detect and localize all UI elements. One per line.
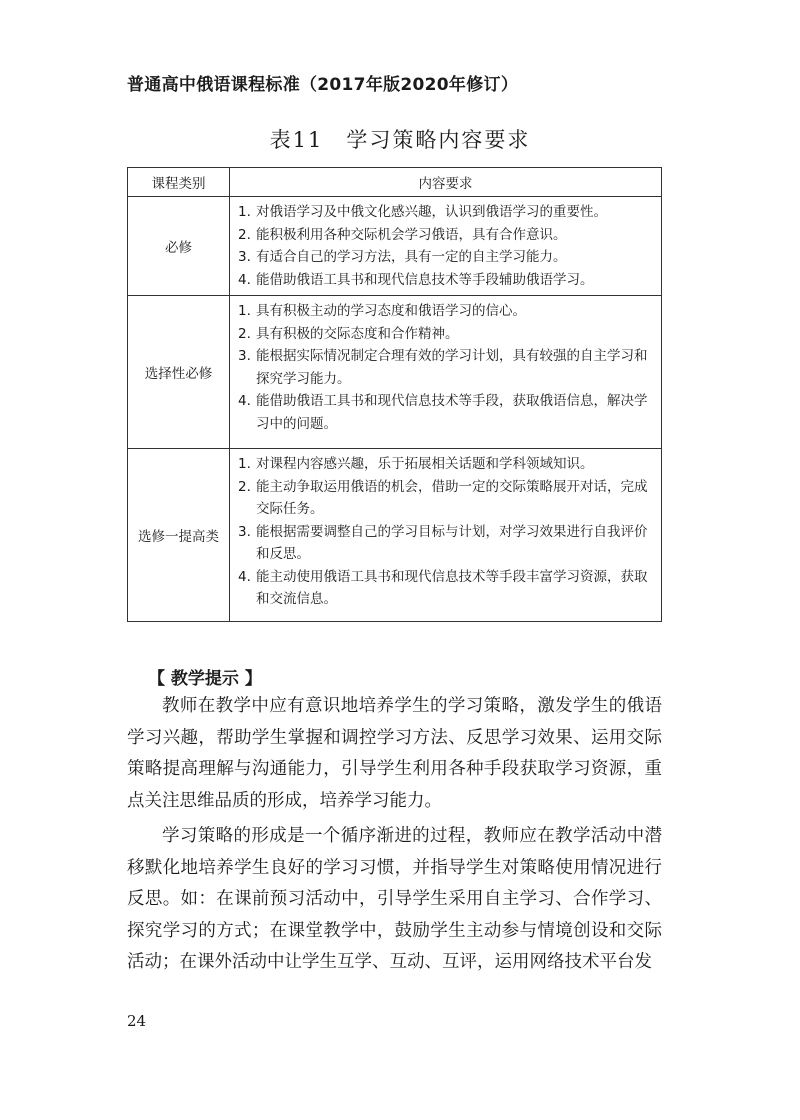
requirement-list	[238, 201, 655, 291]
table-row	[128, 449, 662, 622]
list-item	[238, 476, 655, 521]
table-row	[128, 296, 662, 449]
list-item	[238, 201, 655, 224]
requirement-list	[238, 300, 655, 435]
strategy-requirements-table	[127, 167, 662, 622]
content-cell	[230, 449, 662, 622]
body-paragraph: 教师在教学中应有意识地培养学生的学习策略，激发学生的俄语学习兴趣，帮助学生掌握和调控学习方法、反思学习效果、运用交际策略提高理解与沟通能力，引导学生利用各种手段获取学习资源，重点关注思维品质的形成，培养学习能力。	[127, 696, 662, 811]
item-number: 4.	[238, 568, 251, 585]
item-text: 对课程内容感兴趣，乐于拓展相关话题和学科领域知识。	[256, 456, 594, 472]
column-header-category: 课程类别	[128, 168, 230, 197]
item-number: 2.	[238, 325, 251, 342]
item-number: 3.	[238, 523, 251, 540]
table-title: 表11 学习策略内容要求	[269, 128, 531, 152]
item-text: 能积极利用各种交际机会学习俄语，具有合作意识。	[256, 226, 567, 243]
table-row	[128, 197, 662, 296]
item-number: 4.	[238, 393, 251, 409]
list-item	[238, 246, 655, 269]
item-number: 1.	[238, 204, 251, 220]
category-cell: 必修	[128, 197, 230, 296]
list-item	[238, 566, 655, 611]
content-cell	[230, 197, 662, 296]
list-item	[238, 390, 655, 435]
page-number: 24	[127, 1012, 147, 1030]
item-text: 能主动争取运用俄语的机会，借助一定的交际策略展开对话，完成交际任务。	[256, 478, 648, 517]
list-item	[238, 521, 655, 566]
list-item	[238, 224, 655, 247]
item-text: 能主动使用俄语工具书和现代信息技术等手段丰富学习资源，获取和交流信息。	[256, 568, 648, 607]
item-text: 对俄语学习及中俄文化感兴趣，认识到俄语学习的重要性。	[256, 204, 607, 220]
item-text: 能借助俄语工具书和现代信息技术等手段，获取俄语信息，解决学习中的问题。	[256, 393, 648, 432]
item-number: 3.	[238, 348, 251, 364]
item-number: 2.	[238, 226, 251, 243]
teaching-tips-heading: 【 教学提示 】	[148, 669, 262, 689]
item-text: 能根据需要调整自己的学习目标与计划，对学习效果进行自我评价和反思。	[256, 523, 648, 562]
item-number: 2.	[238, 478, 251, 495]
item-number: 1.	[238, 456, 251, 472]
item-text: 有适合自己的学习方法，具有一定的自主学习能力。	[256, 249, 567, 265]
category-cell: 选择性必修	[128, 296, 230, 449]
list-item	[238, 323, 655, 346]
body-paragraph: 学习策略的形成是一个循序渐进的过程，教师应在教学活动中潜移默化地培养学生良好的学习习惯，并指导学生对策略使用情况进行反思。如：在课前预习活动中，引导学生采用自主学习、合作学习、探究学习的方式；在课堂教学中，鼓励学生主动参与情境创设和交际活动；在课外活动中让学生互学、互动、互评，运用网络技术平台发	[127, 826, 662, 972]
category-cell: 选修一提高类	[128, 449, 230, 622]
item-text: 能根据实际情况制定合理有效的学习计划，具有较强的自主学习和探究学习能力。	[256, 348, 648, 387]
list-item	[238, 345, 655, 390]
table-header-row	[128, 168, 662, 197]
list-item	[238, 269, 655, 292]
item-text: 具有积极的交际态度和合作精神。	[256, 325, 459, 342]
column-header-content: 内容要求	[230, 168, 662, 197]
requirement-list	[238, 453, 655, 611]
running-head: 普通高中俄语课程标准（2017年版2020年修订）	[127, 75, 519, 95]
item-text: 具有积极主动的学习态度和俄语学习的信心。	[256, 303, 526, 319]
content-cell	[230, 296, 662, 449]
list-item	[238, 300, 655, 323]
list-item	[238, 453, 655, 476]
item-number: 1.	[238, 303, 251, 319]
item-number: 4.	[238, 271, 251, 288]
item-number: 3.	[238, 249, 251, 265]
item-text: 能借助俄语工具书和现代信息技术等手段辅助俄语学习。	[256, 271, 594, 288]
